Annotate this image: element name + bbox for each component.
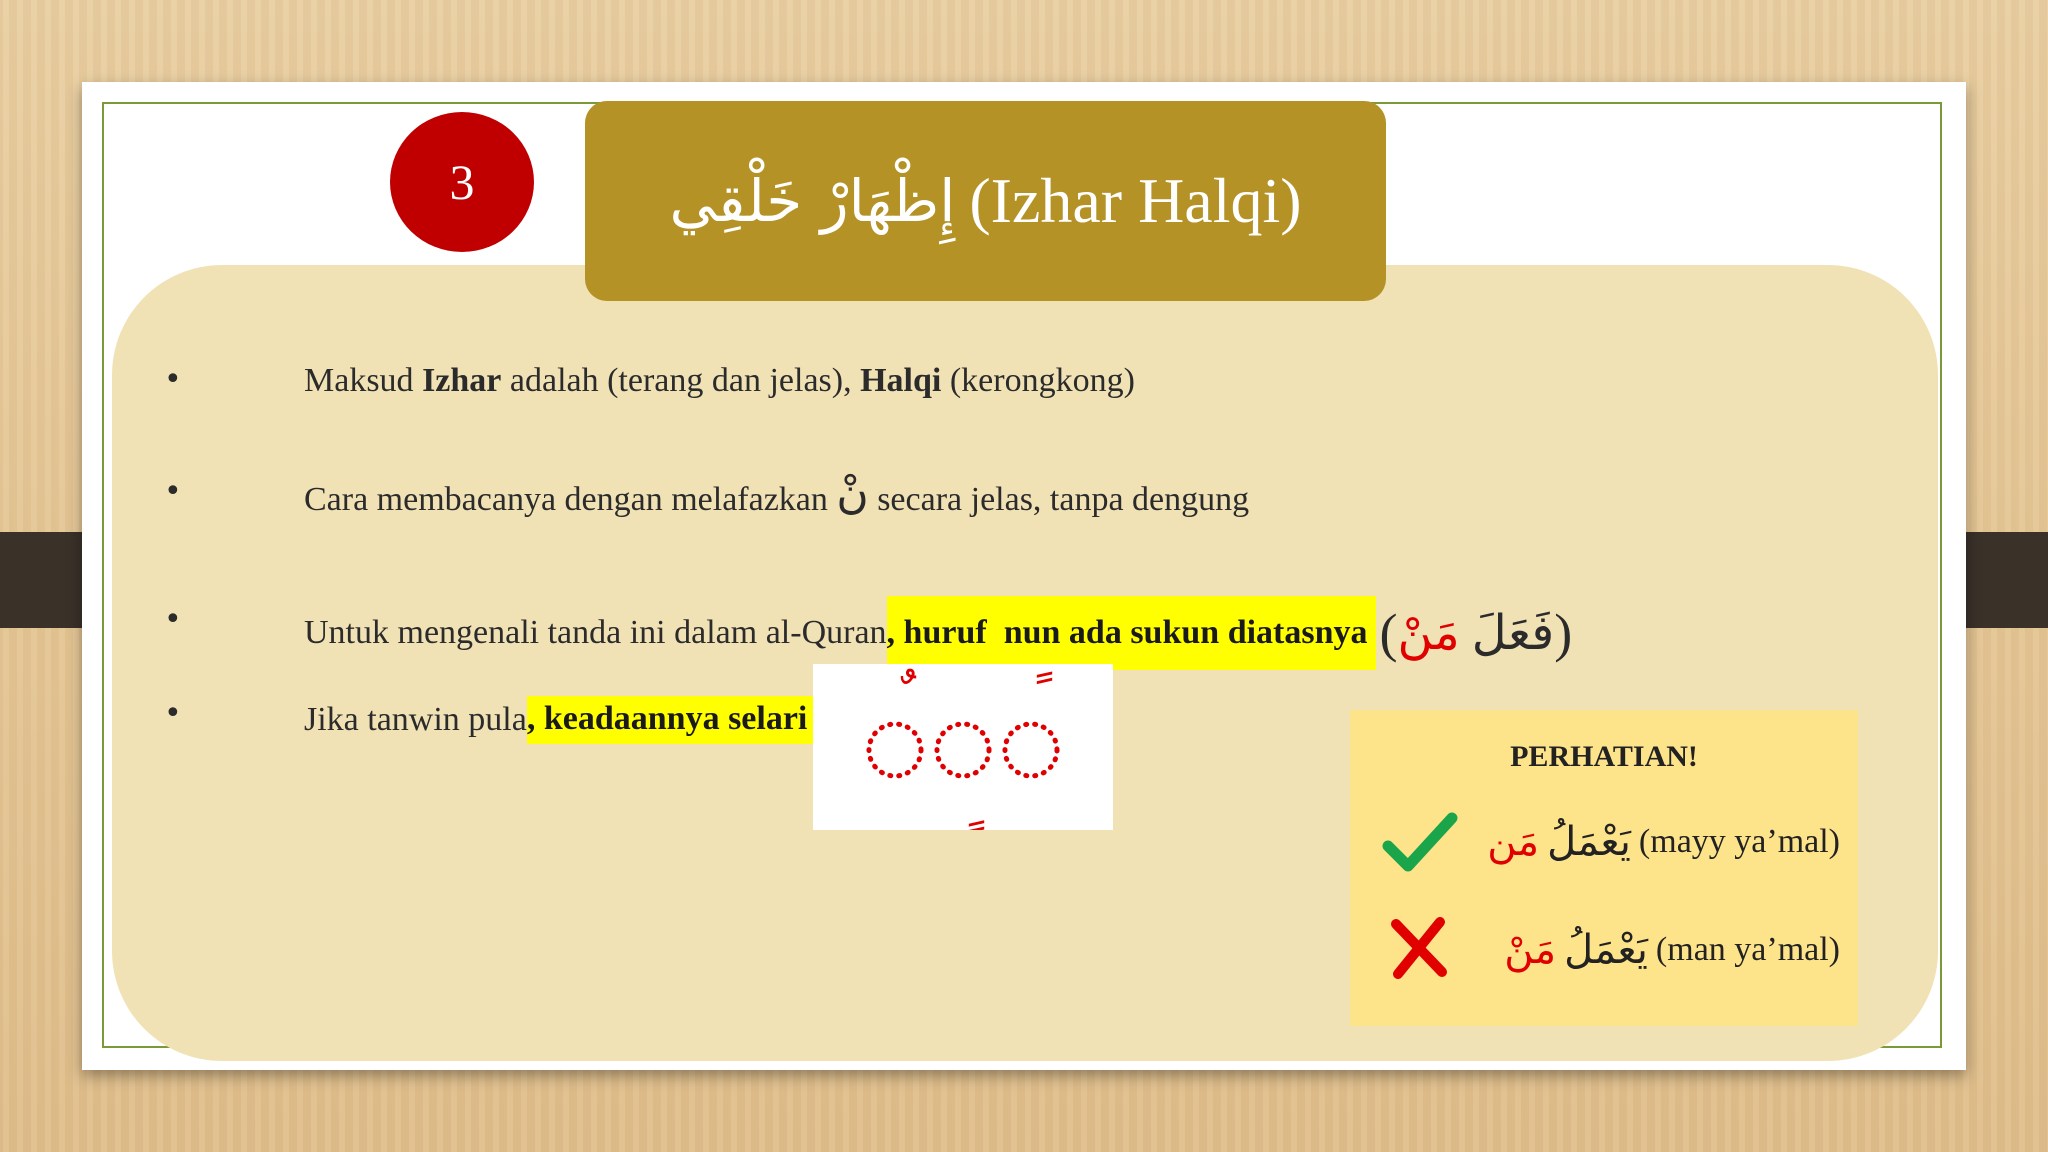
perhatian-title: PERHATIAN!: [1510, 740, 1698, 773]
bullet-1-halqi: Halqi: [860, 362, 942, 399]
slide: [82, 82, 1966, 1070]
title-box: [585, 101, 1386, 301]
translit-wrong: (man ya’mal): [1655, 931, 1840, 968]
nun-sukun: نْ: [836, 468, 869, 519]
slide-number-badge: [390, 112, 534, 252]
bullet-1-izhar: Izhar: [422, 362, 502, 399]
bullet-3-highlight: , huruf nun ada sukun diatasnya: [887, 596, 1376, 670]
fathatain-mark: [1036, 671, 1053, 685]
bullet-2-text-end: secara jelas, tanpa dengung: [868, 480, 1250, 518]
arabic-man: مَنْ: [1397, 605, 1460, 661]
correct-example: [1380, 802, 1840, 882]
perhatian-box: [1350, 710, 1858, 1026]
tanwin-circles: [813, 664, 1113, 830]
bullet-dot: •: [164, 696, 182, 731]
title-latin: (Izhar Halqi): [969, 165, 1302, 236]
paren-open: (: [1379, 603, 1398, 663]
tanwin-circle-1: [869, 724, 921, 776]
paren-close: ): [1554, 603, 1573, 663]
bullet-1-text: Maksud: [304, 362, 423, 399]
bullet-4-text: Jika tanwin pula: [304, 701, 527, 738]
tanwin-circle-2: [937, 724, 989, 776]
bullet-3-text: Untuk mengenali tanda ini dalam al-Quran: [304, 614, 887, 651]
bullet-1-text-mid: adalah (terang dan jelas),: [501, 362, 861, 399]
cross-icon: [1384, 914, 1454, 984]
dammatain-mark: [900, 669, 917, 684]
bullet-4-highlight: , keadaannya selari: [527, 696, 814, 744]
title-arabic: إِظْهَارْ خَلْقِي: [669, 167, 956, 235]
check-icon: [1380, 802, 1460, 882]
translit-correct: (mayy ya’mal): [1638, 823, 1840, 860]
bullet-dot: •: [164, 474, 182, 509]
arabic-man-wrong: مَنْ: [1504, 927, 1557, 973]
wood-band-left: [0, 532, 90, 628]
wrong-example: [1380, 910, 1840, 990]
bullet-2-text: Cara membacanya dengan melafazkan: [304, 480, 837, 518]
bullet-dot: •: [164, 362, 182, 397]
tanwin-circle-3: [1005, 724, 1057, 776]
kasratain-mark: [968, 820, 985, 830]
arabic-faala: فَعَلَ: [1471, 605, 1555, 661]
tanwin-illustration: [813, 664, 1113, 830]
bullet-dot: •: [164, 602, 182, 637]
slide-number: 3: [449, 154, 475, 210]
arabic-yamal-correct: يَعْمَلُ: [1547, 819, 1631, 865]
bullet-1-text-end: (kerongkong): [941, 362, 1135, 399]
arabic-man-correct: مَن: [1487, 819, 1540, 865]
arabic-yamal-wrong: يَعْمَلُ: [1564, 927, 1648, 973]
